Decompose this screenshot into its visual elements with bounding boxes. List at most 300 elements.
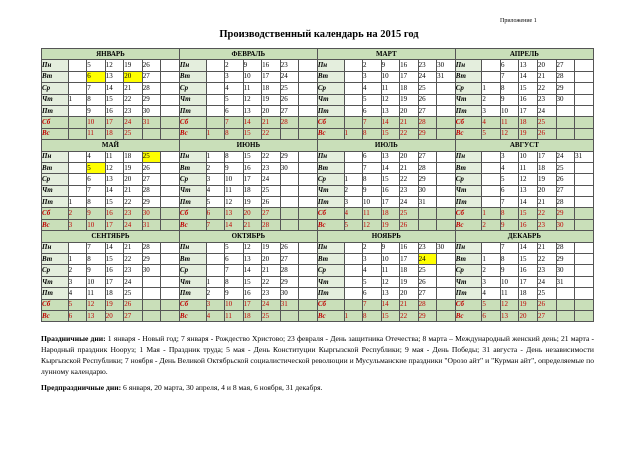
day-cell: [344, 83, 363, 94]
day-cell: 14: [225, 219, 244, 230]
day-cell: 26: [400, 219, 419, 230]
day-cell: 13: [105, 71, 124, 82]
weekday-label: Чт: [42, 185, 69, 196]
day-cell: [437, 276, 456, 287]
day-cell: [206, 105, 225, 116]
day-cell: 6: [500, 185, 519, 196]
notes: [41, 333, 594, 393]
day-cell: 9: [381, 60, 400, 71]
day-cell: 21: [124, 83, 143, 94]
day-cell: [142, 299, 161, 310]
weekday-label: Вт: [317, 162, 344, 173]
day-cell: 12: [381, 94, 400, 105]
day-cell: 2: [206, 288, 225, 299]
day-cell: 12: [381, 276, 400, 287]
weekday-label: Вс: [317, 128, 344, 139]
day-cell: [280, 128, 299, 139]
day-cell: 27: [418, 151, 437, 162]
day-cell: 1: [206, 276, 225, 287]
day-cell: [161, 94, 180, 105]
day-cell: 10: [519, 151, 538, 162]
day-cell: [280, 174, 299, 185]
day-cell: 7: [363, 117, 382, 128]
day-cell: 17: [262, 71, 281, 82]
day-cell: 10: [381, 71, 400, 82]
day-cell: [299, 276, 318, 287]
day-cell: 12: [87, 299, 106, 310]
day-cell: 21: [538, 242, 557, 253]
day-cell: [575, 117, 594, 128]
day-cell: 21: [400, 162, 419, 173]
day-cell: 17: [381, 197, 400, 208]
day-cell: [418, 208, 437, 219]
day-cell: 24: [556, 151, 575, 162]
day-cell: 12: [105, 162, 124, 173]
day-cell: 29: [142, 94, 161, 105]
day-cell: 7: [87, 185, 106, 196]
day-cell: [161, 265, 180, 276]
day-cell: 19: [400, 94, 419, 105]
weekday-row: [42, 254, 594, 265]
day-cell: 26: [280, 242, 299, 253]
day-cell: 19: [124, 162, 143, 173]
day-cell: 16: [519, 219, 538, 230]
day-cell: 11: [381, 83, 400, 94]
day-cell: 9: [363, 185, 382, 196]
day-cell: 18: [519, 117, 538, 128]
weekday-label: Вс: [179, 310, 206, 321]
day-cell: [206, 117, 225, 128]
day-cell: 9: [500, 265, 519, 276]
day-cell: 17: [400, 71, 419, 82]
weekday-label: Чт: [455, 185, 482, 196]
day-cell: 6: [87, 71, 106, 82]
day-cell: 13: [243, 254, 262, 265]
day-cell: [68, 71, 87, 82]
day-cell: 21: [262, 265, 281, 276]
day-cell: 18: [243, 310, 262, 321]
weekday-label: Ср: [455, 265, 482, 276]
weekday-label: Пт: [179, 105, 206, 116]
day-cell: [299, 105, 318, 116]
day-cell: 1: [68, 197, 87, 208]
day-cell: 21: [400, 117, 419, 128]
day-cell: 4: [500, 162, 519, 173]
day-cell: [206, 83, 225, 94]
weekday-label: Чт: [455, 276, 482, 287]
day-cell: [161, 197, 180, 208]
day-cell: 4: [363, 83, 382, 94]
day-cell: 14: [381, 162, 400, 173]
day-cell: 8: [500, 83, 519, 94]
day-cell: 17: [105, 219, 124, 230]
day-cell: 29: [142, 254, 161, 265]
day-cell: [437, 162, 456, 173]
day-cell: 31: [556, 276, 575, 287]
weekday-label: Вс: [455, 310, 482, 321]
weekday-row: [42, 71, 594, 82]
day-cell: 13: [105, 174, 124, 185]
day-cell: [68, 151, 87, 162]
day-cell: 28: [142, 185, 161, 196]
day-cell: 8: [225, 276, 244, 287]
day-cell: 31: [142, 117, 161, 128]
day-cell: [161, 162, 180, 173]
day-cell: 16: [519, 94, 538, 105]
day-cell: 17: [519, 276, 538, 287]
weekday-label: Пт: [179, 288, 206, 299]
day-cell: [344, 242, 363, 253]
day-cell: 4: [206, 185, 225, 196]
day-cell: [482, 60, 501, 71]
day-cell: [206, 242, 225, 253]
day-cell: [575, 276, 594, 287]
day-cell: 6: [363, 288, 382, 299]
weekday-label: Пт: [317, 105, 344, 116]
day-cell: 26: [142, 60, 161, 71]
day-cell: 14: [519, 197, 538, 208]
day-cell: 25: [418, 265, 437, 276]
day-cell: 10: [87, 276, 106, 287]
day-cell: 5: [225, 242, 244, 253]
preholidays-label: Предпраздничные дни:: [41, 383, 122, 392]
day-cell: [344, 299, 363, 310]
day-cell: 10: [225, 299, 244, 310]
day-cell: 11: [87, 288, 106, 299]
weekday-label: Пт: [455, 288, 482, 299]
day-cell: [575, 83, 594, 94]
weekday-row: [42, 162, 594, 173]
weekday-label: Вс: [42, 219, 69, 230]
weekday-label: Пт: [317, 288, 344, 299]
weekday-label: Сб: [455, 208, 482, 219]
day-cell: 20: [538, 60, 557, 71]
day-cell: 29: [556, 208, 575, 219]
day-cell: 24: [280, 71, 299, 82]
day-cell: 1: [344, 174, 363, 185]
weekday-label: Пт: [42, 105, 69, 116]
weekday-label: Пт: [42, 288, 69, 299]
day-cell: 4: [206, 310, 225, 321]
day-cell: 29: [418, 174, 437, 185]
day-cell: 27: [556, 60, 575, 71]
day-cell: 1: [344, 310, 363, 321]
day-cell: [68, 162, 87, 173]
day-cell: 29: [280, 276, 299, 287]
weekday-label: Чт: [317, 185, 344, 196]
day-cell: 17: [243, 299, 262, 310]
day-cell: 22: [262, 128, 281, 139]
day-cell: 5: [206, 197, 225, 208]
day-cell: 3: [68, 276, 87, 287]
day-cell: [161, 310, 180, 321]
day-cell: 18: [124, 151, 143, 162]
day-cell: 22: [124, 197, 143, 208]
weekday-label: Вт: [42, 162, 69, 173]
day-cell: 26: [142, 162, 161, 173]
day-cell: 25: [262, 185, 281, 196]
day-cell: 20: [400, 105, 419, 116]
day-cell: 1: [482, 208, 501, 219]
day-cell: 3: [363, 254, 382, 265]
day-cell: 13: [243, 105, 262, 116]
day-cell: 28: [556, 197, 575, 208]
day-cell: 16: [243, 288, 262, 299]
day-cell: 25: [124, 288, 143, 299]
weekday-row: [42, 219, 594, 230]
day-cell: 18: [105, 288, 124, 299]
day-cell: [161, 105, 180, 116]
day-cell: 23: [280, 60, 299, 71]
weekday-label: Вт: [179, 71, 206, 82]
day-cell: 23: [538, 94, 557, 105]
day-cell: [575, 265, 594, 276]
day-cell: [575, 254, 594, 265]
appendix-label: Приложение 1: [500, 18, 537, 24]
day-cell: 19: [400, 276, 419, 287]
month-header: ФЕВРАЛЬ: [179, 49, 317, 60]
day-cell: 8: [87, 94, 106, 105]
day-cell: 3: [206, 299, 225, 310]
day-cell: [280, 310, 299, 321]
day-cell: 29: [556, 83, 575, 94]
day-cell: 27: [280, 254, 299, 265]
day-cell: 23: [400, 185, 419, 196]
day-cell: 11: [363, 208, 382, 219]
day-cell: 8: [363, 310, 382, 321]
day-cell: 5: [344, 219, 363, 230]
day-cell: [142, 288, 161, 299]
weekday-label: Ср: [179, 174, 206, 185]
day-cell: 19: [105, 299, 124, 310]
day-cell: 24: [262, 174, 281, 185]
day-cell: 1: [68, 254, 87, 265]
day-cell: 2: [482, 219, 501, 230]
day-cell: 22: [124, 94, 143, 105]
day-cell: [575, 219, 594, 230]
day-cell: 4: [482, 288, 501, 299]
day-cell: 24: [538, 105, 557, 116]
day-cell: 30: [280, 162, 299, 173]
day-cell: 15: [519, 83, 538, 94]
weekday-label: Сб: [317, 117, 344, 128]
day-cell: 16: [400, 60, 419, 71]
weekday-label: Чт: [179, 276, 206, 287]
day-cell: 4: [482, 117, 501, 128]
day-cell: 17: [538, 151, 557, 162]
day-cell: 8: [87, 254, 106, 265]
weekday-label: Сб: [179, 299, 206, 310]
day-cell: 13: [225, 208, 244, 219]
day-cell: 9: [243, 60, 262, 71]
day-cell: 15: [243, 276, 262, 287]
day-cell: 14: [519, 71, 538, 82]
day-cell: [575, 174, 594, 185]
day-cell: 22: [400, 310, 419, 321]
day-cell: 22: [400, 128, 419, 139]
weekday-label: Чт: [179, 94, 206, 105]
day-cell: 31: [437, 71, 456, 82]
day-cell: 29: [418, 128, 437, 139]
day-cell: 18: [400, 83, 419, 94]
day-cell: 15: [519, 254, 538, 265]
weekday-label: Пн: [42, 242, 69, 253]
day-cell: 24: [262, 299, 281, 310]
day-cell: 30: [556, 219, 575, 230]
day-cell: [161, 174, 180, 185]
day-cell: [299, 310, 318, 321]
weekday-label: Пт: [455, 197, 482, 208]
day-cell: [161, 299, 180, 310]
weekday-label: Ср: [179, 83, 206, 94]
day-cell: 27: [262, 208, 281, 219]
weekday-label: Вс: [455, 128, 482, 139]
day-cell: 14: [105, 185, 124, 196]
day-cell: 14: [105, 242, 124, 253]
day-cell: 2: [482, 94, 501, 105]
day-cell: 13: [519, 185, 538, 196]
day-cell: 20: [124, 71, 143, 82]
day-cell: 13: [500, 310, 519, 321]
day-cell: 30: [142, 208, 161, 219]
day-cell: 5: [482, 299, 501, 310]
weekday-label: Вт: [317, 71, 344, 82]
day-cell: 8: [500, 254, 519, 265]
day-cell: 25: [124, 128, 143, 139]
day-cell: 30: [418, 185, 437, 196]
day-cell: 7: [87, 242, 106, 253]
day-cell: 20: [400, 288, 419, 299]
day-cell: 9: [225, 288, 244, 299]
day-cell: 26: [418, 94, 437, 105]
day-cell: 30: [437, 242, 456, 253]
day-cell: 21: [262, 117, 281, 128]
weekday-row: [42, 197, 594, 208]
day-cell: 2: [482, 265, 501, 276]
day-cell: 25: [142, 151, 161, 162]
day-cell: [482, 174, 501, 185]
day-cell: 30: [556, 94, 575, 105]
day-cell: [68, 83, 87, 94]
day-cell: 18: [262, 83, 281, 94]
day-cell: [437, 105, 456, 116]
day-cell: 16: [105, 105, 124, 116]
day-cell: 10: [363, 197, 382, 208]
day-cell: 6: [482, 310, 501, 321]
day-cell: [68, 242, 87, 253]
month-header: СЕНТЯБРЬ: [42, 231, 180, 242]
weekday-row: [42, 117, 594, 128]
preholidays-note: [41, 382, 594, 393]
day-cell: 3: [68, 219, 87, 230]
day-cell: [437, 94, 456, 105]
day-cell: 9: [225, 162, 244, 173]
day-cell: 11: [225, 310, 244, 321]
day-cell: 27: [418, 288, 437, 299]
weekday-label: Чт: [317, 276, 344, 287]
weekday-row: [42, 60, 594, 71]
day-cell: [575, 71, 594, 82]
day-cell: [556, 105, 575, 116]
weekday-row: [42, 185, 594, 196]
weekday-row: [42, 288, 594, 299]
day-cell: 6: [225, 254, 244, 265]
day-cell: 14: [381, 299, 400, 310]
day-cell: 22: [262, 151, 281, 162]
day-cell: 23: [124, 265, 143, 276]
day-cell: 1: [344, 128, 363, 139]
day-cell: 11: [105, 151, 124, 162]
day-cell: 29: [142, 197, 161, 208]
day-cell: [344, 71, 363, 82]
day-cell: [206, 71, 225, 82]
day-cell: 22: [124, 254, 143, 265]
weekday-label: Пн: [317, 242, 344, 253]
day-cell: 1: [68, 94, 87, 105]
day-cell: 10: [225, 174, 244, 185]
day-cell: 28: [280, 117, 299, 128]
weekday-label: Сб: [179, 117, 206, 128]
weekday-row: [42, 174, 594, 185]
day-cell: 10: [500, 276, 519, 287]
day-cell: 3: [344, 197, 363, 208]
day-cell: 2: [206, 162, 225, 173]
day-cell: 25: [556, 162, 575, 173]
weekday-label: Сб: [455, 117, 482, 128]
day-cell: [161, 242, 180, 253]
weekday-label: Пт: [455, 105, 482, 116]
day-cell: 16: [243, 162, 262, 173]
page-title: Производственный календарь на 2015 год: [219, 29, 419, 40]
day-cell: [575, 162, 594, 173]
day-cell: 12: [105, 60, 124, 71]
day-cell: 12: [500, 299, 519, 310]
weekday-row: [42, 265, 594, 276]
day-cell: 15: [381, 310, 400, 321]
day-cell: [161, 83, 180, 94]
day-cell: 28: [418, 299, 437, 310]
day-cell: [206, 254, 225, 265]
day-cell: [161, 208, 180, 219]
day-cell: 13: [381, 151, 400, 162]
day-cell: 7: [206, 219, 225, 230]
day-cell: 21: [538, 197, 557, 208]
day-cell: 15: [243, 151, 262, 162]
day-cell: [280, 197, 299, 208]
day-cell: 2: [344, 185, 363, 196]
day-cell: 20: [262, 105, 281, 116]
day-cell: 12: [243, 242, 262, 253]
day-cell: 24: [124, 276, 143, 287]
day-cell: [206, 60, 225, 71]
day-cell: 22: [538, 208, 557, 219]
day-cell: 1: [482, 83, 501, 94]
day-cell: [142, 276, 161, 287]
day-cell: 10: [381, 254, 400, 265]
weekday-label: Пт: [179, 197, 206, 208]
day-cell: [482, 162, 501, 173]
day-cell: [161, 219, 180, 230]
day-cell: 8: [225, 128, 244, 139]
weekday-row: [42, 276, 594, 287]
day-cell: 26: [538, 299, 557, 310]
day-cell: [161, 128, 180, 139]
day-cell: 9: [500, 94, 519, 105]
weekday-label: Пн: [317, 60, 344, 71]
day-cell: [68, 174, 87, 185]
day-cell: 6: [87, 174, 106, 185]
day-cell: 9: [87, 208, 106, 219]
